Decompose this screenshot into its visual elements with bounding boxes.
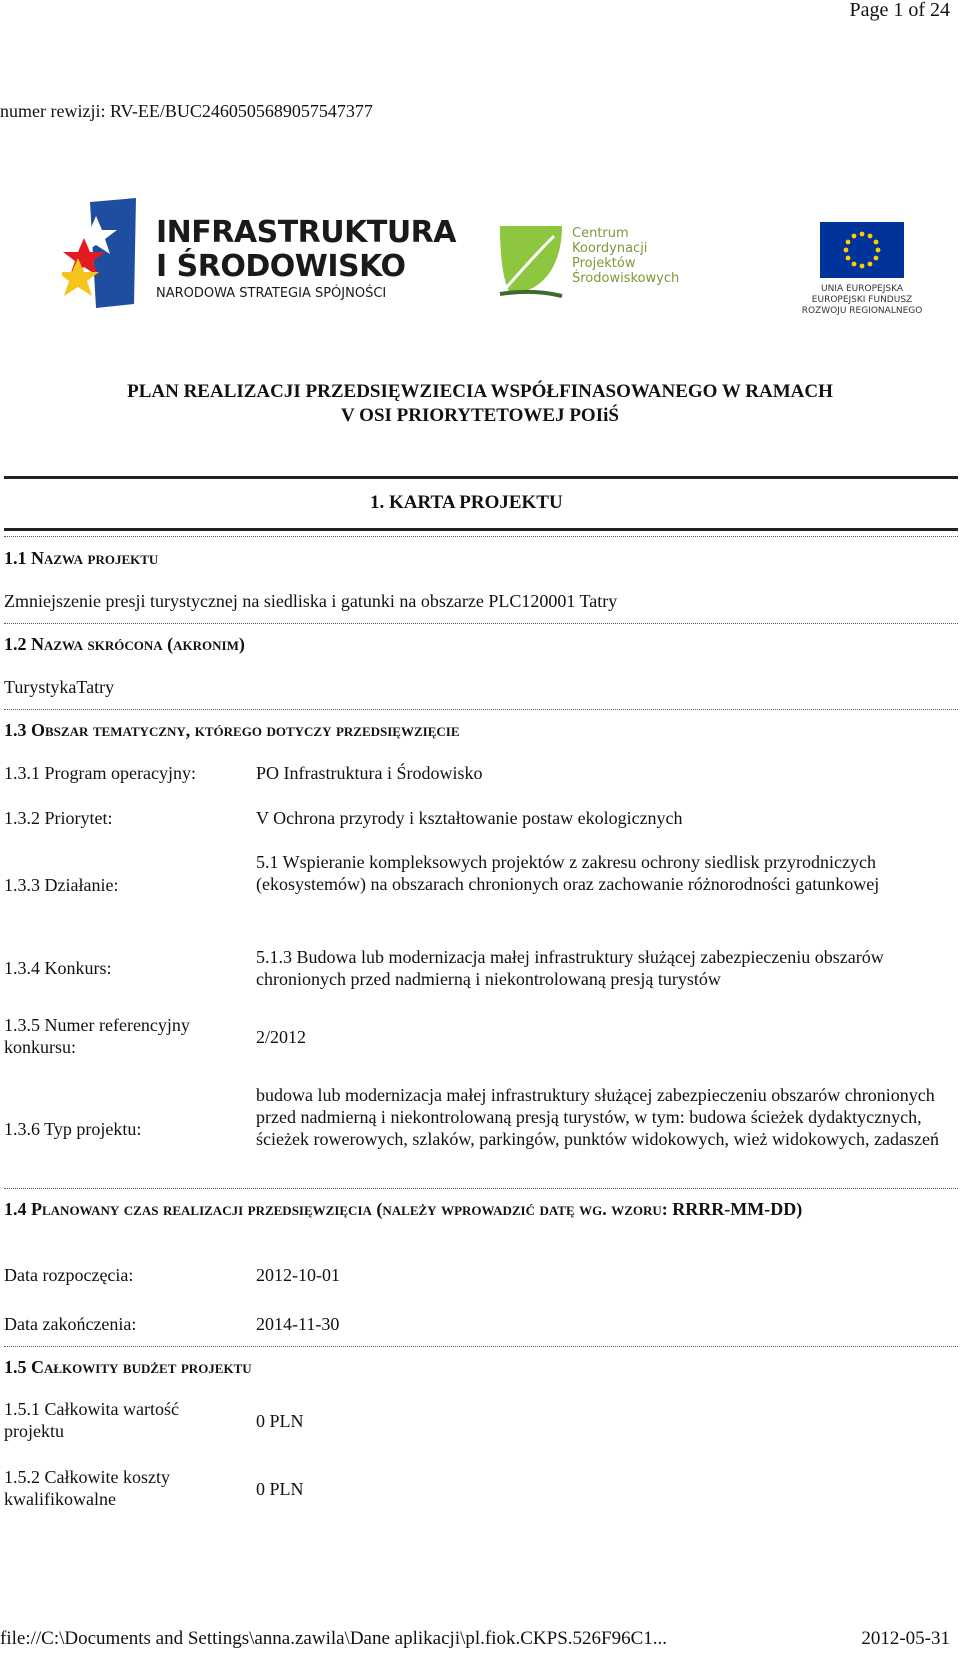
project-name: Zmniejszenie presji turystycznej na siedliska i gatunki na obszarze PLC120001 Tatry (4, 591, 618, 611)
priority-label: 1.3.2 Priorytet: (4, 808, 113, 828)
logo-text-line3: NARODOWA STRATEGIA SPÓJNOŚCI (156, 286, 387, 301)
project-type-label: 1.3.6 Typ projektu: (4, 1119, 142, 1139)
divider (4, 476, 958, 479)
leaf-icon (496, 222, 566, 298)
heading-1-1: 1.1 Nazwa projektu (4, 548, 159, 568)
section-title: 1. KARTA PROJEKTU (370, 492, 563, 513)
doc-title-line2: V OSI PRIORYTETOWEJ POIiŚ (341, 405, 619, 426)
ckps-line3: Projektów (572, 256, 636, 271)
eligible-costs-label: 1.5.2 Całkowite koszty kwalifikowalne (4, 1467, 170, 1509)
start-date-value: 2012-10-01 (256, 1265, 340, 1285)
program-value: PO Infrastruktura i Środowisko (256, 763, 483, 783)
heading-1-5: 1.5 Całkowity budżet projektu (4, 1357, 252, 1377)
footer-date: 2012-05-31 (861, 1628, 950, 1649)
action-label: 1.3.3 Działanie: (4, 875, 119, 895)
heading-1-2: 1.2 Nazwa skrócona (akronim) (4, 634, 245, 654)
total-value: 0 PLN (256, 1411, 304, 1431)
divider (4, 709, 958, 710)
eu-line1: UNIA EUROPEJSKA (821, 284, 903, 294)
doc-title-line1: PLAN REALIZACJI PRZEDSIĘWZIECIA WSPÓŁFINASOWANEGO W RAMACH (127, 381, 833, 402)
program-label: 1.3.1 Program operacyjny: (4, 763, 196, 783)
divider (4, 1346, 958, 1347)
end-date-label: Data zakończenia: (4, 1314, 137, 1334)
heading-1-4: 1.4 Planowany czas realizacji przedsięwzięcia (należy wprowadzić datę wg. wzoru: RRRR-MM-DD) (4, 1199, 803, 1219)
project-acronym: TurystykaTatry (4, 677, 115, 697)
eligible-costs-value: 0 PLN (256, 1479, 304, 1499)
eu-flag-icon (820, 222, 904, 278)
logo-text-line2: I ŚRODOWISKO (156, 249, 406, 284)
eu-line2: EUROPEJSKI FUNDUSZ (811, 295, 913, 305)
action-value: 5.1 Wspieranie kompleksowych projektów z zakresu ochrony siedlisk przyrodniczych (ekosystemów) na obszarach chronionych oraz zachowanie różnorodności gatunkowej (256, 852, 880, 894)
start-date-label: Data rozpoczęcia: (4, 1265, 134, 1285)
divider (4, 623, 958, 624)
eu-logo (792, 222, 932, 322)
reference-number-value: 2/2012 (256, 1027, 307, 1047)
ckps-line1: Centrum (572, 226, 629, 241)
flag-stars-icon (62, 196, 142, 316)
ckps-line4: Środowiskowych (572, 271, 680, 286)
contest-value: 5.1.3 Budowa lub modernizacja małej infrastruktury służącej zabezpieczeniu obszarów chronionych przed nadmierną i niekontrolowaną presją turystów (256, 947, 884, 989)
priority-value: V Ochrona przyrody i kształtowanie postaw ekologicznych (256, 808, 683, 828)
end-date-value: 2014-11-30 (256, 1314, 340, 1334)
reference-number-label: 1.3.5 Numer referencyjny konkursu: (4, 1015, 190, 1057)
ckps-line2: Koordynacji (572, 241, 648, 256)
heading-1-3: 1.3 Obszar tematyczny, którego dotyczy przedsięwzięcie (4, 720, 460, 740)
divider (4, 1188, 958, 1189)
eu-line3: ROZWOJU REGIONALNEGO (801, 306, 923, 316)
logo-text-line1: INFRASTRUKTURA (156, 215, 457, 250)
revision-number: numer rewizji: RV-EE/BUC2460505689057547377 (0, 101, 373, 121)
page-number: Page 1 of 24 (849, 0, 950, 21)
footer-path: file://C:\Documents and Settings\anna.zawila\Dane aplikacji\pl.fiok.CKPS.526F96C1... (0, 1628, 668, 1649)
contest-label: 1.3.4 Konkurs: (4, 958, 112, 978)
project-type-value: budowa lub modernizacja małej infrastruktury służącej zabezpieczeniu obszarów chronionych przed nadmierną i niekontrolowaną presją turystów, w tym: budowa ścieżek dydaktycznych, ścieżek rowerowych, szlaków, parkingów, punktów widokowych, wież widokowych, zadaszeń (256, 1085, 939, 1149)
ckps-logo (496, 222, 716, 302)
divider (4, 536, 958, 537)
total-value-label: 1.5.1 Całkowita wartość projektu (4, 1399, 179, 1441)
infrastruktura-logo (62, 196, 457, 326)
divider (4, 528, 958, 531)
